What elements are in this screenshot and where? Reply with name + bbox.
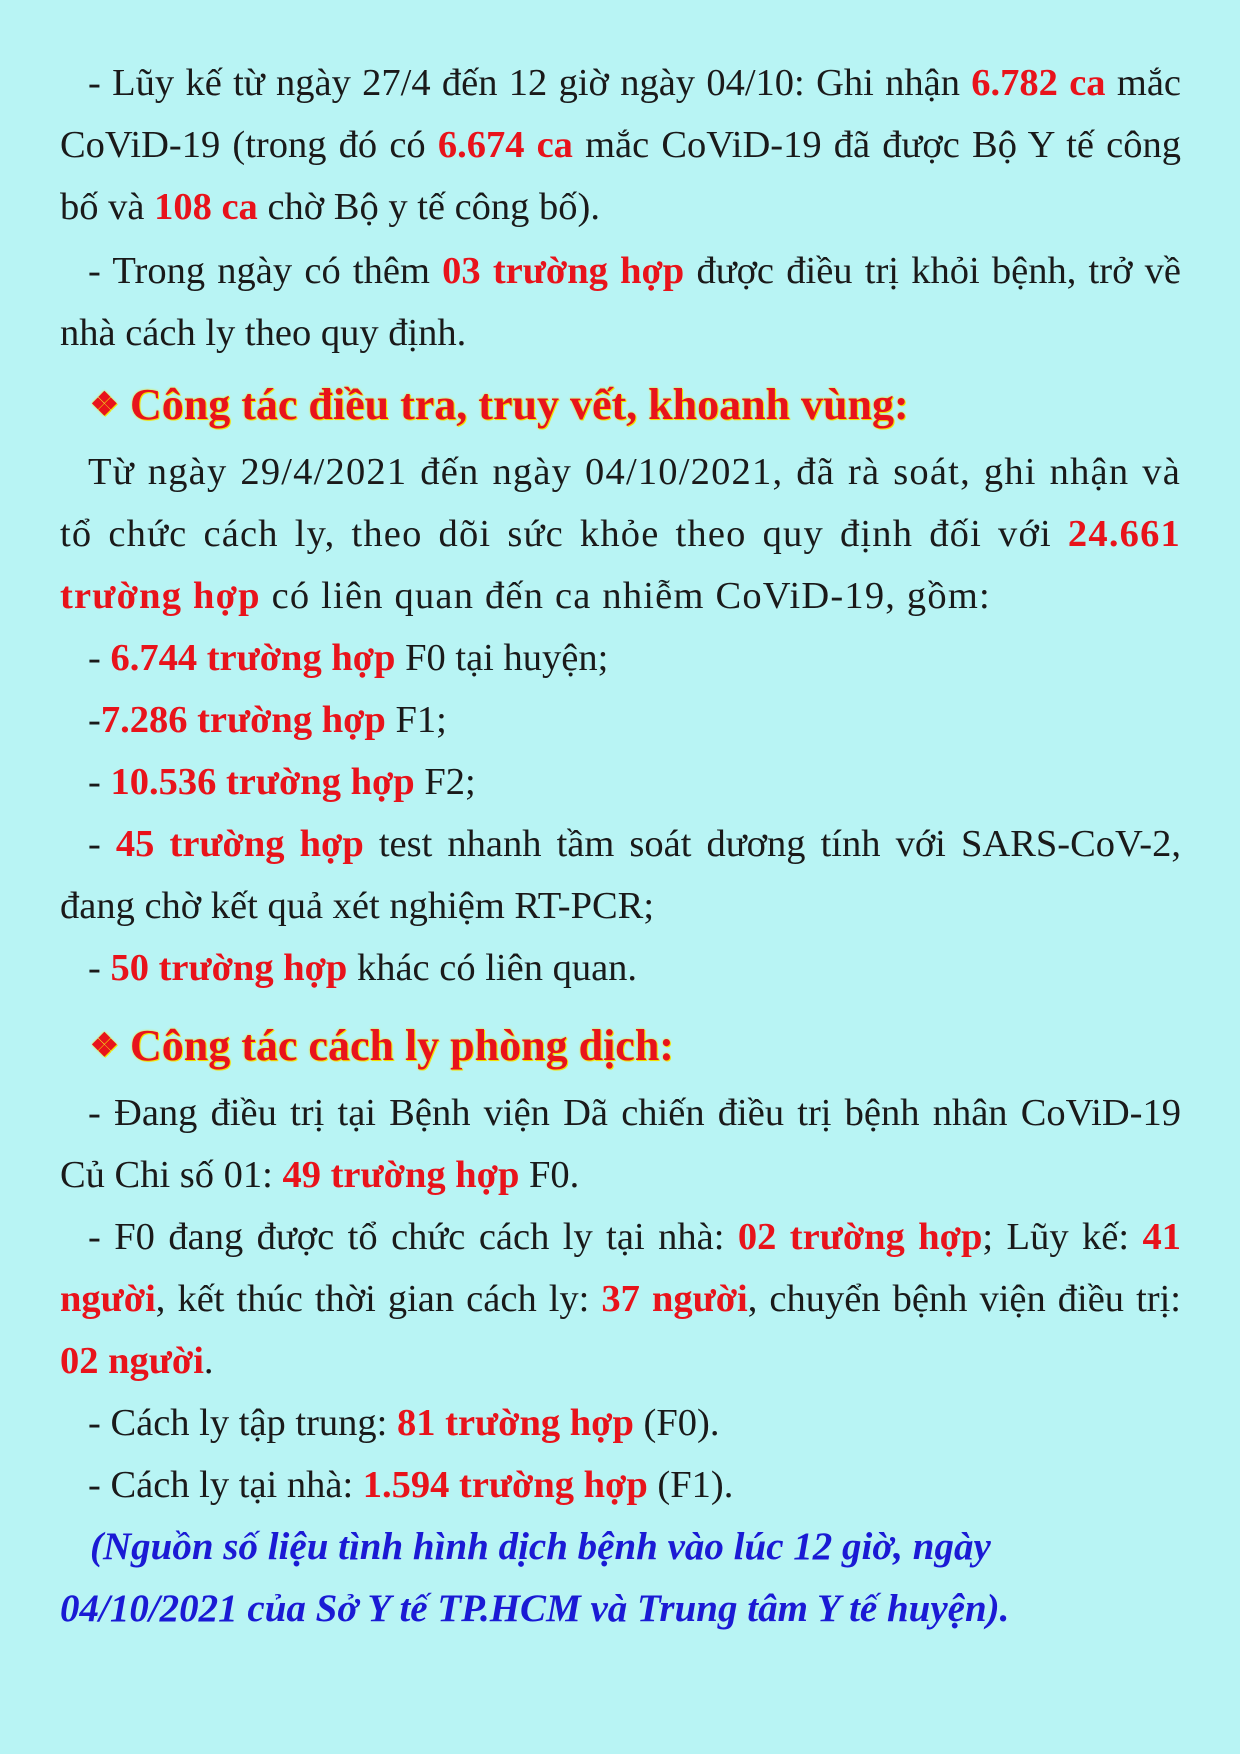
- highlight-value: 45 trường hợp: [115, 823, 364, 865]
- highlight-value: 03 trường hợp: [442, 250, 685, 292]
- text: - Cách ly tập trung:: [88, 1402, 397, 1444]
- highlight-value: 6.782 ca: [971, 62, 1106, 104]
- text: có liên quan đến ca nhiễm CoViD-19, gồm:: [260, 575, 991, 617]
- list-item: [60, 813, 1181, 937]
- text: ; Lũy kế:: [982, 1216, 1143, 1258]
- home-quarantine-paragraph: [60, 1454, 1181, 1516]
- section-heading-quarantine: [60, 1011, 1181, 1080]
- highlight-value: 24.661 trường hợp: [60, 513, 1181, 617]
- highlight-value: 41 người: [60, 1216, 1182, 1320]
- text: - Lũy kế từ ngày 27/4 đến 12 giờ ngày 04/10: Ghi nhận: [88, 62, 972, 104]
- source-line: 04/10/2021 của Sở Y tế TP.HCM và Trung tâm Y tế huyện).: [60, 1587, 1010, 1630]
- text: mắc CoViD-19 (trong đó có: [60, 62, 1181, 166]
- list-item: [60, 627, 1181, 689]
- text: -: [88, 637, 111, 679]
- text: - Trong ngày có thêm: [88, 250, 443, 292]
- list-item: [60, 751, 1181, 813]
- section-heading-investigation: [60, 370, 1181, 439]
- text: -: [88, 947, 111, 989]
- investigation-intro-paragraph: [60, 441, 1181, 627]
- highlight-value: 6.674 ca: [437, 124, 573, 166]
- highlight-value: 37 người: [601, 1278, 748, 1320]
- text: - Đang điều trị tại Bệnh viện Dã chiến điều trị bệnh nhân CoViD-19 Củ Chi số 01:: [60, 1092, 1181, 1196]
- text: chờ Bộ y tế công bố).: [257, 186, 601, 228]
- home-isolation-f0-paragraph: [60, 1206, 1181, 1392]
- text: , kết thúc thời gian cách ly:: [155, 1278, 602, 1320]
- highlight-value: 49 trường hợp: [282, 1154, 520, 1196]
- highlight-value: 81 trường hợp: [397, 1402, 634, 1444]
- text: , chuyển bệnh viện điều trị:: [747, 1278, 1182, 1320]
- field-hospital-paragraph: [60, 1082, 1181, 1206]
- text: - Cách ly tại nhà:: [88, 1464, 363, 1506]
- text: -: [88, 699, 101, 741]
- list-item: [60, 689, 1181, 751]
- source-line: (Nguồn số liệu tình hình dịch bệnh vào lúc 12 giờ, ngày: [90, 1525, 991, 1568]
- text: F0.: [519, 1154, 580, 1196]
- cumulative-cases-paragraph: [60, 52, 1181, 238]
- highlight-value: 6.744 trường hợp: [110, 637, 396, 679]
- text: test nhanh tầm soát dương tính với SARS-CoV-2, đang chờ kết quả xét nghiệm RT-PCR;: [60, 823, 1181, 927]
- text: - F0 đang được tổ chức cách ly tại nhà:: [88, 1216, 738, 1258]
- diamond-bullet-icon: ❖: [90, 1027, 119, 1063]
- text: .: [203, 1340, 214, 1382]
- text: được điều trị khỏi bệnh, trở về nhà cách ly theo quy định.: [60, 250, 1181, 354]
- heading-title: Công tác cách ly phòng dịch:: [130, 1021, 674, 1070]
- highlight-value: 7.286 trường hợp: [100, 699, 386, 741]
- highlight-value: 108 ca: [154, 186, 258, 228]
- highlight-value: 50 trường hợp: [110, 947, 348, 989]
- text: (F1).: [647, 1464, 734, 1506]
- recovered-paragraph: [60, 240, 1181, 364]
- highlight-value: 10.536 trường hợp: [110, 761, 415, 803]
- text: khác có liên quan.: [347, 947, 638, 989]
- data-source-note: [60, 1516, 1181, 1640]
- text: F0 tại huyện;: [395, 637, 609, 679]
- highlight-value: 02 trường hợp: [737, 1216, 983, 1258]
- highlight-value: 1.594 trường hợp: [362, 1464, 648, 1506]
- text: F1;: [385, 699, 447, 741]
- text: (F0).: [633, 1402, 720, 1444]
- text: mắc CoViD-19 đã được Bộ Y tế công bố và: [60, 124, 1181, 228]
- concentrated-quarantine-paragraph: [60, 1392, 1181, 1454]
- heading-title: Công tác điều tra, truy vết, khoanh vùng:: [130, 380, 909, 429]
- diamond-bullet-icon: ❖: [90, 386, 119, 422]
- highlight-value: 02 người: [60, 1340, 204, 1382]
- text: Từ ngày 29/4/2021 đến ngày 04/10/2021, đã rà soát, ghi nhận và tổ chức cách ly, theo dõi sức khỏe theo quy định đối với: [60, 451, 1181, 555]
- text: -: [88, 761, 111, 803]
- text: F2;: [414, 761, 476, 803]
- text: -: [88, 823, 116, 865]
- list-item: [60, 937, 1181, 999]
